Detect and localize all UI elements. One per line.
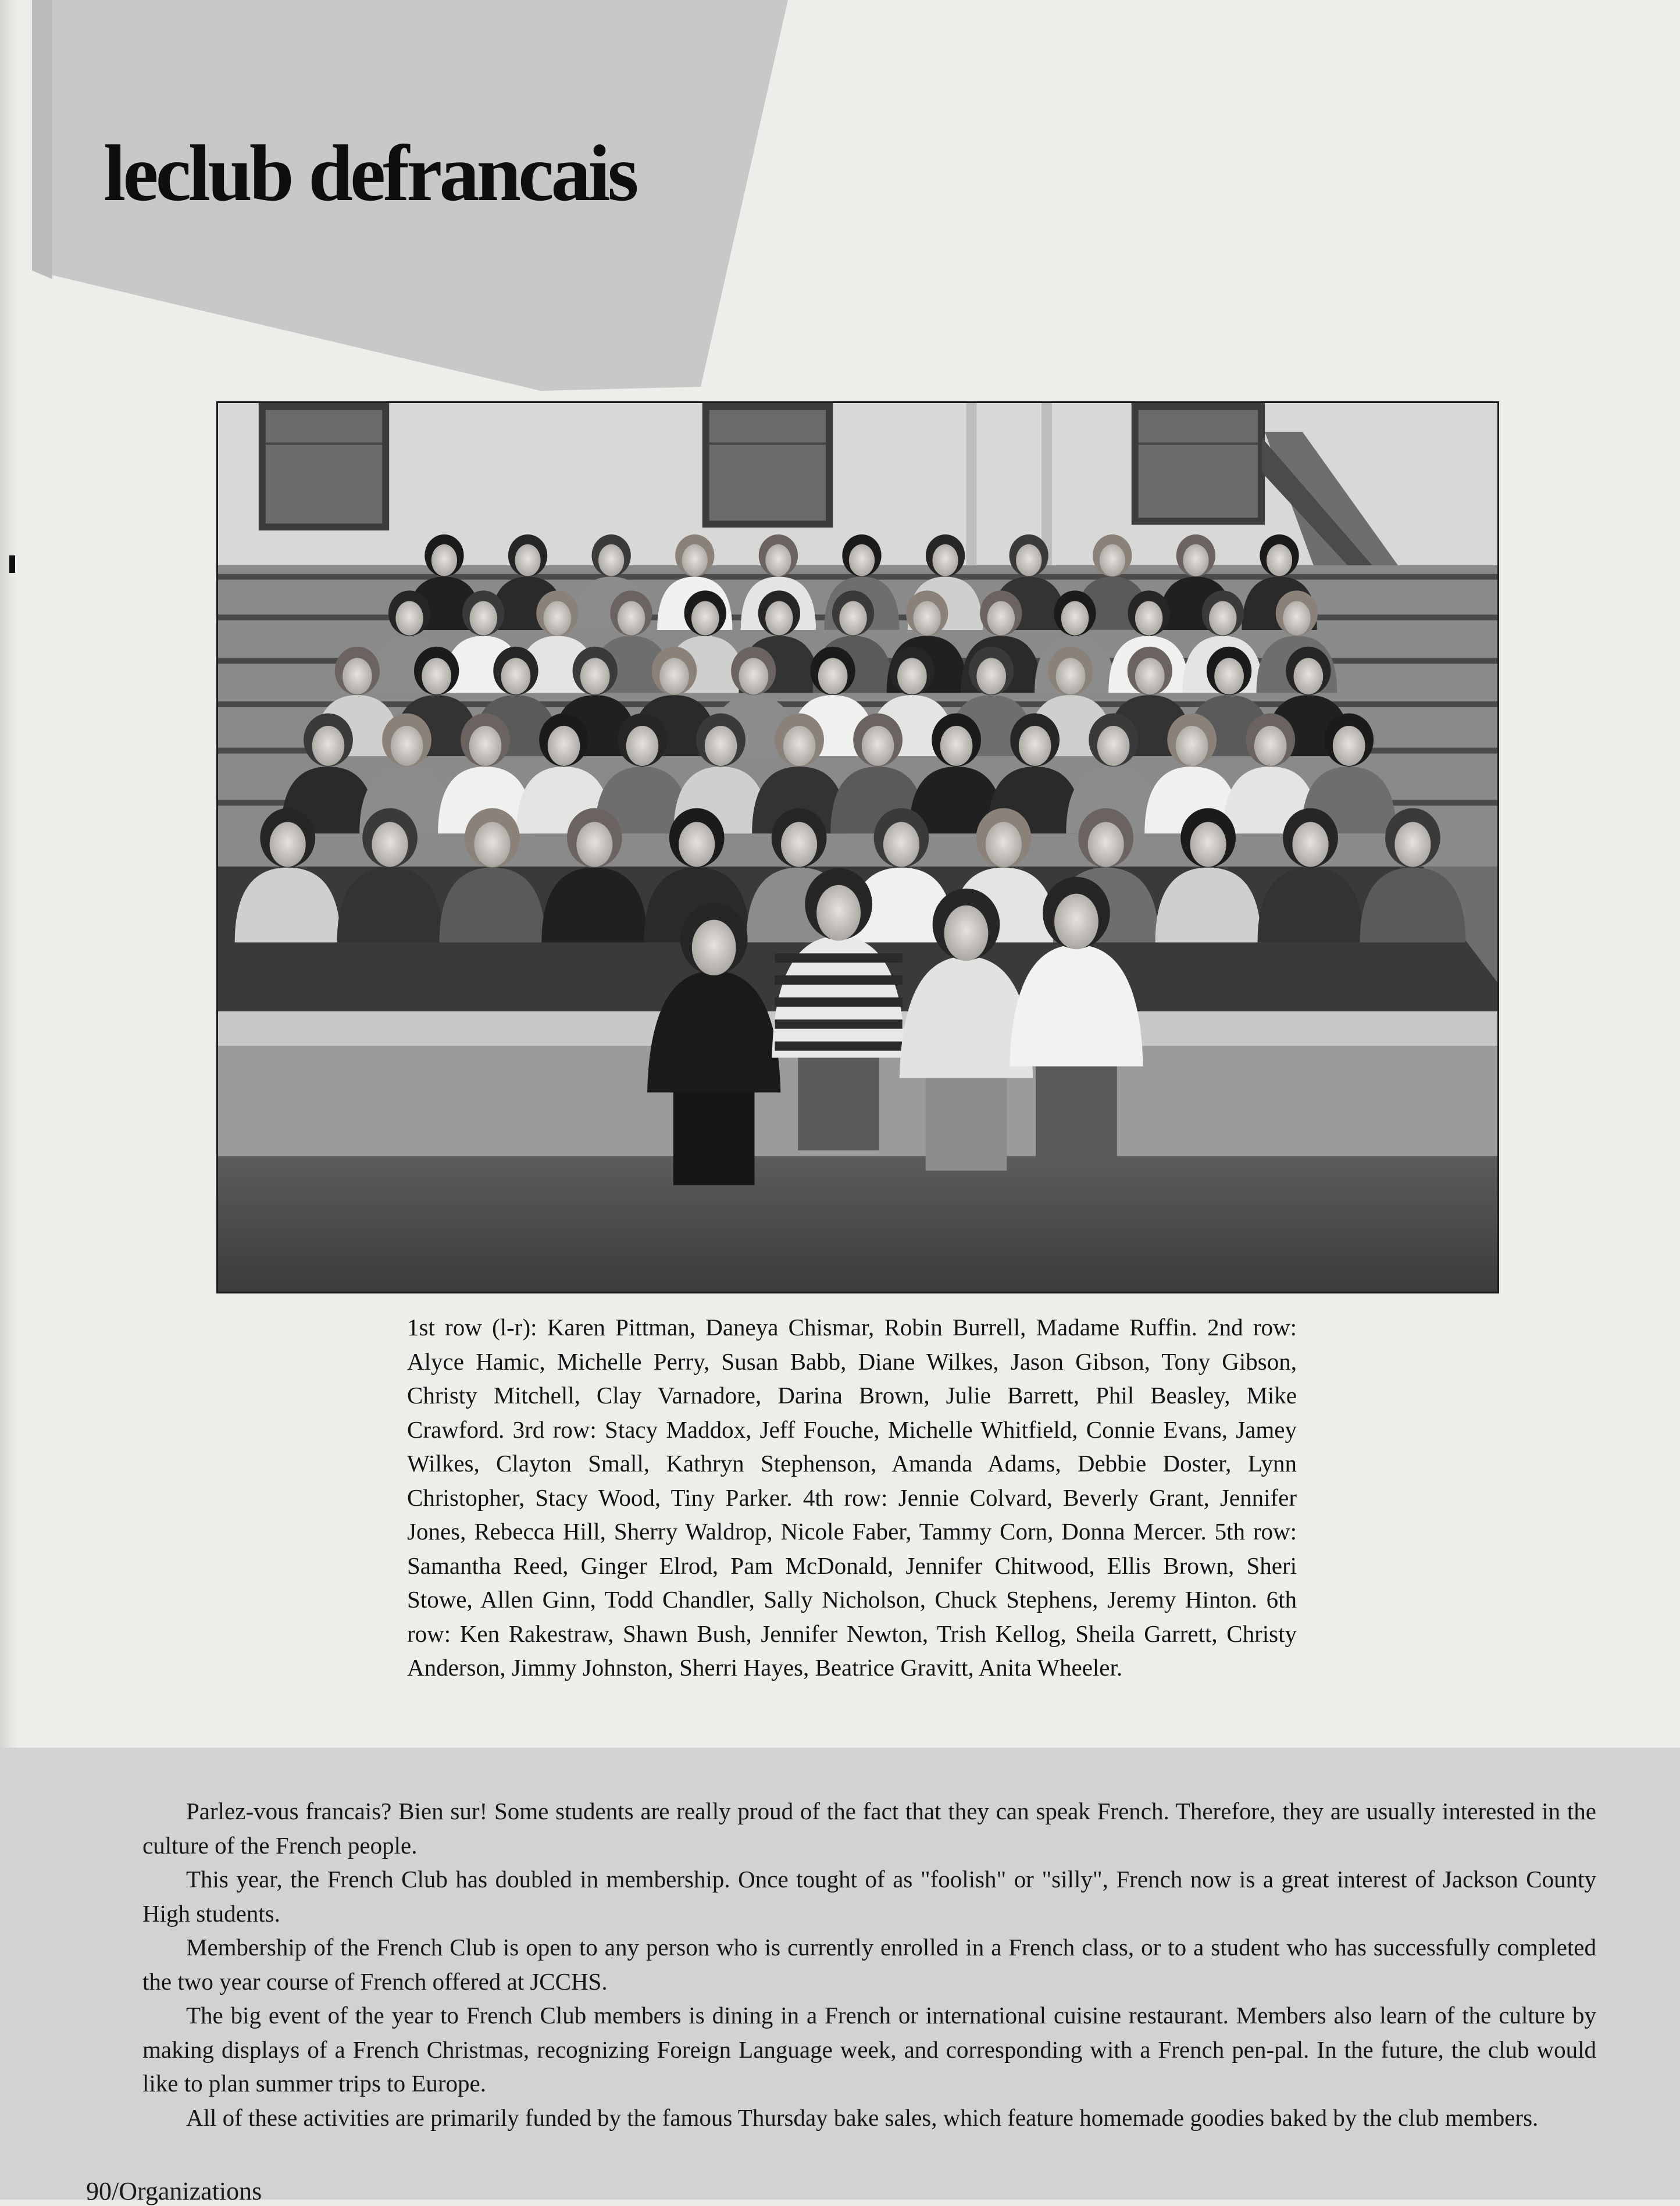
student-face [818,658,848,694]
student-face [1214,658,1244,694]
student-face [783,726,816,766]
student-face [1283,601,1310,636]
student-face [1016,544,1041,576]
student-figure [337,868,443,943]
article-paragraph: All of these activities are primarily funded by the famous Thursday bake sales, which feature homemade goodies baked by the club members. [186,2104,1539,2131]
student-face [862,726,894,766]
student-figure [1010,945,1143,1066]
student-figure [235,868,341,943]
student-face [548,726,580,766]
student-face [1097,726,1130,766]
club-group-photo [216,401,1499,1293]
student-face [395,601,423,636]
article-paragraph: This year, the French Club has doubled in membership. Once tought of as "foolish" or "silly", French now is a great interest of Jackson County High students. [142,1866,1596,1927]
student-face [1292,822,1328,867]
student-face [431,544,457,576]
student-face [1100,544,1125,576]
sweater-stripe [775,1042,902,1051]
student-face [1088,822,1124,867]
student-figure [647,971,780,1092]
student-face [986,822,1022,867]
student-figure [1155,868,1261,943]
article-body [142,1794,1596,2134]
student-face [739,658,768,694]
student-face [515,544,540,576]
student-face [940,726,973,766]
student-face [1056,658,1086,694]
student-face [1209,601,1236,636]
sweater-stripe [775,997,902,1007]
student-face [312,726,345,766]
page-title: leclub defrancais [104,129,636,218]
student-figure [439,868,545,943]
page-folio: 90/Organizations [86,2177,262,2205]
student-face [1394,822,1431,867]
student-face [705,726,737,766]
student-face [1135,601,1162,636]
student-face [343,658,372,694]
student-face [1061,601,1089,636]
student-face [1183,544,1208,576]
photo-caption: 1st row (l-r): Karen Pittman, Daneya Chismar, Robin Burrell, Madame Ruffin. 2nd row: Alyce Hamic, Michelle Perry, Susan Babb, Diane Wilkes, Jason Gibson, Tony Gibson, Christy Mitchell, Clay Varnadore, Darina Brown, Julie Barrett, Phil Beasley, Mike Crawford. 3rd row: Stacy Maddox, Jeff Fouche, Michelle Whitfield, Connie Evans, Jamey Wilkes, Clayton Small, Kathryn Stephenson, Amanda Adams, Debbie Doster, Lynn Christopher, Stacy Wood, Tiny Parker. 4th row: Jennie Colvard, Beverly Grant, Jennifer Jones, Rebecca Hill, Sherry Waldrop, Nicole Faber, Tammy Corn, Donna Mercer. 5th row: Samantha Reed, Ginger Elrod, Pam McDonald, Jennifer Chitwood, Ellis Brown, Sheri Stowe, Allen Ginn, Todd Chandler, Sally Nicholson, Chuck Stephens, Jeremy Hinton. 6th row: Ken Rakestraw, Shawn Bush, Jennifer Newton, Trish Kellog, Sheila Garrett, Christy Anderson, Jimmy Johnston, Sherri Hayes, Beatrice Gravitt, Anita Wheeler. [407,1314,1297,1681]
student-face [816,885,861,941]
student-face [576,822,612,867]
sweater-stripe [775,1020,902,1029]
student-face [1135,658,1165,694]
student-face [544,601,571,636]
student-face [1019,726,1051,766]
student-face [839,601,866,636]
student-face [765,601,793,636]
student-face [659,658,689,694]
article-paragraph: Membership of the French Club is open to any person who is currently enrolled in a French class, or to a student who has successfully completed the two year course of French offered at JCCHS. [142,1934,1596,1995]
student-face [1176,726,1208,766]
student-face [1190,822,1226,867]
student-face [580,658,610,694]
student-face [422,658,451,694]
student-face [883,822,919,867]
student-face [1294,658,1324,694]
student-figure [1258,868,1364,943]
binding-mark [9,555,15,573]
student-face [781,822,817,867]
sweater-stripe [775,953,902,963]
student-face [270,822,306,867]
article-paragraph: The big event of the year to French Club members is dining in a French or international cuisine restaurant. Members also learn of the culture by making displays of a French Christmas, recognizing Foreign Language week, and corresponding with a French pen-pal. In the future, the club would like to plan summer trips to Europe. [142,2002,1596,2097]
student-face [470,601,497,636]
student-face [1054,894,1098,950]
student-face [933,544,958,576]
student-face [976,658,1006,694]
student-face [391,726,423,766]
student-face [897,658,927,694]
student-face [618,601,645,636]
sweater-stripe [775,975,902,985]
student-face [679,822,715,867]
student-face [691,601,719,636]
student-face [765,544,791,576]
student-face [1333,726,1365,766]
student-face [474,822,510,867]
student-face [987,601,1015,636]
article-paragraph: Parlez-vous francais? Bien sur! Some students are really proud of the fact that they can speak French. Therefore, they are usually interested in the culture of the French people. [142,1798,1596,1859]
student-face [692,920,736,976]
student-face [1254,726,1287,766]
student-face [1267,544,1292,576]
student-face [944,906,989,961]
student-face [372,822,408,867]
student-face [626,726,659,766]
student-face [682,544,708,576]
student-face [598,544,624,576]
student-face [849,544,875,576]
student-figure [541,868,647,943]
student-face [501,658,531,694]
student-face [469,726,502,766]
student-face [913,601,940,636]
